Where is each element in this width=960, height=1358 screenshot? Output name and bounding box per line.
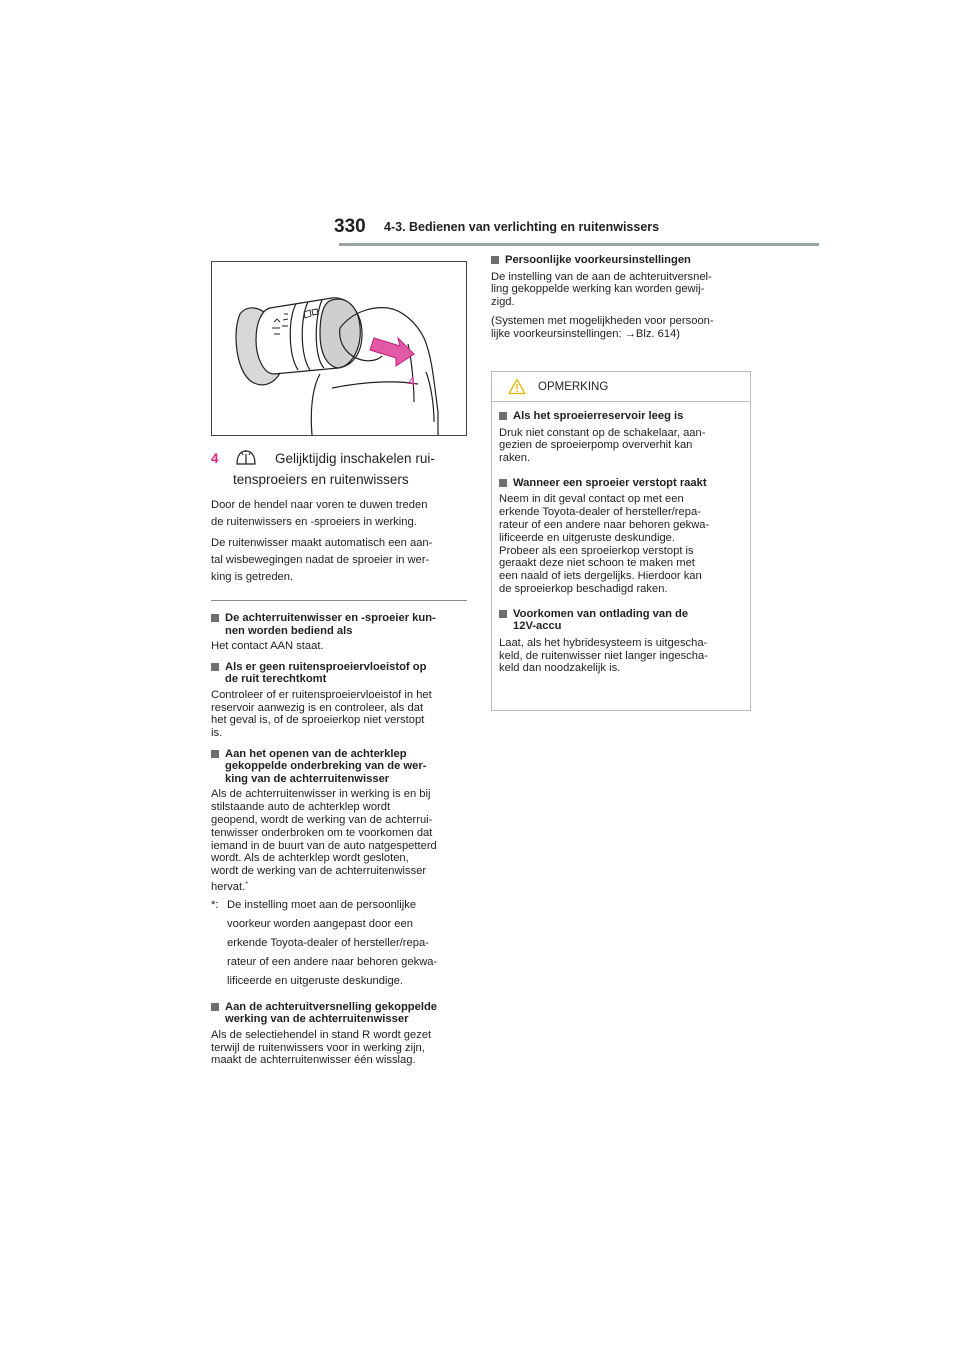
section-reverse-linked [211,1001,467,1067]
section-bullet [499,412,507,420]
notice-section-clogged-nozzle [499,477,743,596]
footnote [211,896,467,991]
header-rule [339,243,819,246]
section-title: Voorkomen van ontlading van de 12V-accu [513,607,689,633]
front-wiper-washer-icon [235,449,257,466]
section-body: (Systemen met mogelijkheden voor persoon- lijke voorkeursinstellingen: →Blz. 614) [491,314,714,340]
intro-text [211,497,467,586]
section-bullet [211,750,219,758]
notice-section-battery-discharge [499,608,743,675]
item-number: 4 [211,451,219,466]
footnote-line: voorkeur worden aangepast door een [227,917,413,930]
section-body: Controleer of er ruitensproeiervloeistof in het reservoir aanwezig is en controleer, als dat het geval is, of de sproeierkop niet verstopt is. [211,688,432,740]
notice-section-empty-reservoir [499,410,743,465]
section-bullet [499,610,507,618]
section-title: Als er geen ruitensproeiervloeistof op de ruit terechtkomt [225,660,427,686]
section-title: De achterruitenwisser en -sproeier kun- nen worden bediend als [225,612,436,637]
item-4-title-line1: Gelijktijdig inschakelen rui- [275,451,435,466]
section-body-last: hervat.* [211,881,248,894]
footnote-mark: *: [211,898,219,911]
item-4-heading [211,448,467,490]
page-number: 330 [334,216,366,237]
section-title: Persoonlijke voorkeursinstellingen [505,254,691,266]
section-rear-wiper-conditions [211,612,467,653]
intro-line: king is getreden. [211,571,294,583]
footnote-ref: * [245,881,248,889]
section-body: Neem in dit geval contact op met een erkende Toyota-dealer of hersteller/repa- rateur of een andere naar behoren gekwa- lificeerde en uitgeruste deskundige. Probeer als een sproeierkop verstopt is geraakt deze niet schoon te maken met een naald of iets dergelijks. Hierdoor kan de sproeierkop beschadigd raken. [499,493,710,595]
item-4-title-line2: tensproeiers en ruitenwissers [233,472,409,487]
figure-callout-4: 4 [408,374,416,389]
notice-heading: OPMERKING [538,380,609,393]
section-bullet [499,479,507,487]
section-title: Wanneer een sproeier verstopt raakt [513,476,707,489]
section-personal-settings [491,254,753,340]
footnote-line: rateur of een andere naar behoren gekwa- [227,955,438,968]
section-body: Druk niet constant op de schakelaar, aan- gezien de sproeierpomp oververhit kan raken. [499,426,706,465]
wiper-lever-illustration [211,261,467,436]
section-body: Laat, als het hybridesysteem is uitgescha- keld, de ruitenwisser niet langer ingescha- keld dan noodzakelijk is. [499,636,708,675]
warning-triangle-icon [508,378,526,395]
section-body: De instelling van de aan de achteruitversnel- ling gekoppelde werking kan worden gewij- zigd. [491,270,712,309]
section-title: Aan het openen van de achterklep gekoppelde onderbreking van de wer- king van de achterruitenwisser [225,747,427,785]
section-title: Aan de achteruitversnelling gekoppelde werking van de achterruitenwisser [225,1000,437,1026]
chapter-title: 4-3. Bedienen van verlichting en ruitenwissers [384,220,660,234]
section-body: Het contact AAN staat. [211,640,324,652]
section-divider [211,600,467,601]
section-bullet [491,256,499,264]
section-tailgate-interruption [211,748,467,894]
section-bullet [211,1003,219,1011]
right-column [491,254,753,340]
intro-line: Door de hendel naar voren te duwen treden [211,499,428,511]
section-title: Als het sproeierreservoir leeg is [513,410,684,422]
notice-body [492,402,750,675]
notice-box [491,371,751,711]
left-column [211,448,467,1067]
section-body: Als de selectiehendel in stand R wordt gezet terwijl de ruitenwissers voor in werking zijn, maakt de achterruitenwisser één wisslag. [211,1028,432,1067]
section-no-washer-fluid [211,661,467,740]
wiper-lever-drawing [212,262,466,435]
section-body: Als de achterruitenwisser in werking is en bij stilstaande auto de achterklep wordt geopend, wordt de werking van de achterrui- tenwisser onderbroken om te voorkomen dat iemand in de buurt van de auto natgespetterd wordt. Als de achterklep wordt gesloten, wordt de werking van de achterruitenwisser [211,788,437,878]
section-bullet [211,614,219,622]
footnote-line: lificeerde en uitgeruste deskundige. [227,974,404,987]
notice-header [492,372,750,402]
footnote-line: erkende Toyota-dealer of hersteller/repa- [227,936,429,949]
intro-line: De ruitenwisser maakt automatisch een aan- [211,537,433,549]
footnote-line: De instelling moet aan de persoonlijke [227,898,417,911]
intro-line: tal wisbewegingen nadat de sproeier in wer- [211,554,430,566]
section-bullet [211,663,219,671]
intro-line: de ruitenwissers en -sproeiers in werking. [211,516,417,528]
